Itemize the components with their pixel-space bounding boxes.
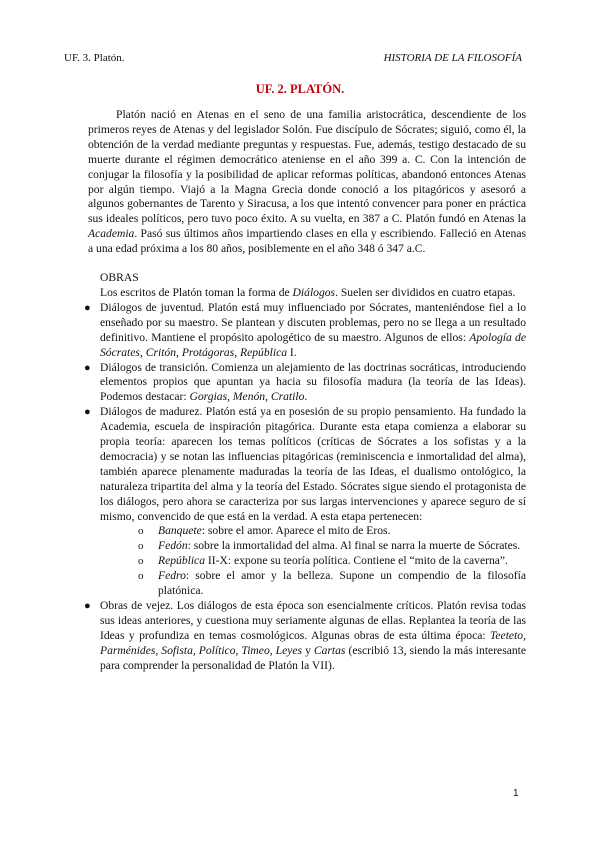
document-body [84, 108, 527, 674]
madurez-sublist [100, 524, 526, 599]
sub-item-fedon: o Fedón: sobre la inmortalidad del alma. Al final se narra la muerte de Sócrates. [138, 539, 521, 553]
page-number: 1 [513, 788, 519, 799]
academia-term: Academia [88, 227, 135, 241]
header-left: UF. 3. Platón. [64, 52, 125, 64]
sub-item-republica: o República II-X: expone su teoría política. Contiene el “mito de la caverna”. [138, 554, 508, 568]
intro-paragraph: Platón nació en Atenas en el seno de una familia aristocrática, descendiente de los primeros reyes de Atenas y del legislador Solón. Fue discípulo de Sócrates; siguió, como él, la obtención de la verdad mediante preguntas y respuestas. Fue, además, testigo destacado de su muerte durante el régimen democrático ateniense en el año 399 a. C. Con la intención de conjugar la filosofía y la posibilidad de aplicar reformas políticas, abandonó entonces Atenas por algún tiempo. Viajó a la Magna Grecia donde conoció a los pitagóricos y asesoró a algunos gobernantes de Tarento y Siracusa, a los que intentó convencer para poner en práctica sus ideales políticos, pero tuvo poco éxito. A su vuelta, en 387 a C. Platón fundó en Atenas la Academia. Pasó sus últimos años impartiendo clases en ella y escribiendo. Falleció en Atenas a una edad próxima a los 80 años, posiblemente en el año 348 ó 347 a.C. [88, 108, 526, 256]
sub-bullet-icon: o [138, 525, 144, 538]
page-title: UF. 2. PLATÓN. [255, 82, 345, 96]
header-right: HISTORIA DE LA FILOSOFÍA [383, 52, 522, 64]
obras-intro: Los escritos de Platón toman la forma de Diálogos. Suelen ser divididos en cuatro etapas. [100, 285, 516, 299]
list-item-juventud: ● Diálogos de juventud. Platón está muy influenciado por Sócrates, manteniéndose fiel a lo enseñado por su maestro. Se plantean y discuten problemas, pero no se llega a un resultado definitivo. Mantiene el propósito apologético de su maestro. Algunos de ellos: Apología de Sócrates, Critón, Protágoras, República I. [84, 300, 526, 359]
sub-item-fedro: o Fedro: sobre el amor y la belleza. Supone un compendio de la filosofía platónica. [138, 569, 526, 598]
obras-heading: OBRAS [100, 271, 139, 285]
bullet-icon: ● [84, 361, 91, 374]
sub-bullet-icon: o [138, 555, 144, 568]
sub-bullet-icon: o [138, 540, 144, 553]
bullet-icon: ● [84, 600, 91, 612]
works-list [84, 300, 527, 674]
list-item-transicion: ● Diálogos de transición. Comienza un alejamiento de las doctrinas socráticas, introduciendo elementos propios que apuntan ya hacia su filosofía madura (la teoría de las Ideas). Podemos destacar: Gorgias, Menón, Cratilo. [84, 360, 526, 404]
bullet-icon: ● [84, 301, 91, 314]
sub-item-banquete: o Banquete: sobre el amor. Aparece el mito de Eros. [138, 524, 391, 538]
list-item-vejez: ● Obras de vejez. Los diálogos de esta época son esencialmente críticos. Platón revisa todas sus ideas anteriores, y cuestiona muy seriamente algunas de ellas. Replantea la teoría de las Ideas y profundiza en temas cosmológicos. Algunas obras de esta última época: Teeteto, Parménides, Sofista, Político, Timeo, Leyes y Cartas (escribió 13, siendo la más interesante para comprender la personalidad de Platón la VII). [84, 599, 527, 672]
sub-bullet-icon: o [138, 570, 144, 583]
bullet-icon: ● [84, 406, 91, 419]
list-item-madurez: ● Diálogos de madurez. Platón está ya en posesión de su propio pensamiento. Ha fundado la Academia, escuela de inspiración pitagórica. Durante esta etapa comienza a elaborar su propia teoría: aparecen los temas políticos (críticas de Sócrates a los sofistas y a la democracia) y se notan las influencias pitagóricas (reminiscencia e inmortalidad del alma), también aparece plenamente maduradas la teoría de las Ideas, el dualismo ontológico, la naturaleza tripartita del alma y la teoría del Estado. Sócrates sigue siendo el protagonista de los diálogos, pero ahora se caracteriza por sus largas intervenciones y aparece seguro de sí mismo, convencido de que está en la verdad. A esta etapa pertenecen: o Banquete: sobre el amor. Aparece el mito de Eros. o Fedón: sobre la inmortalidad del alma. Al final se narra la muerte de Sócrates. o República II-X: expone su teoría política. Contiene el “mito de la caverna”. o Fedro: sobre el amor y la belleza. Supone un compendio de la filosofía platónica. [84, 405, 526, 598]
